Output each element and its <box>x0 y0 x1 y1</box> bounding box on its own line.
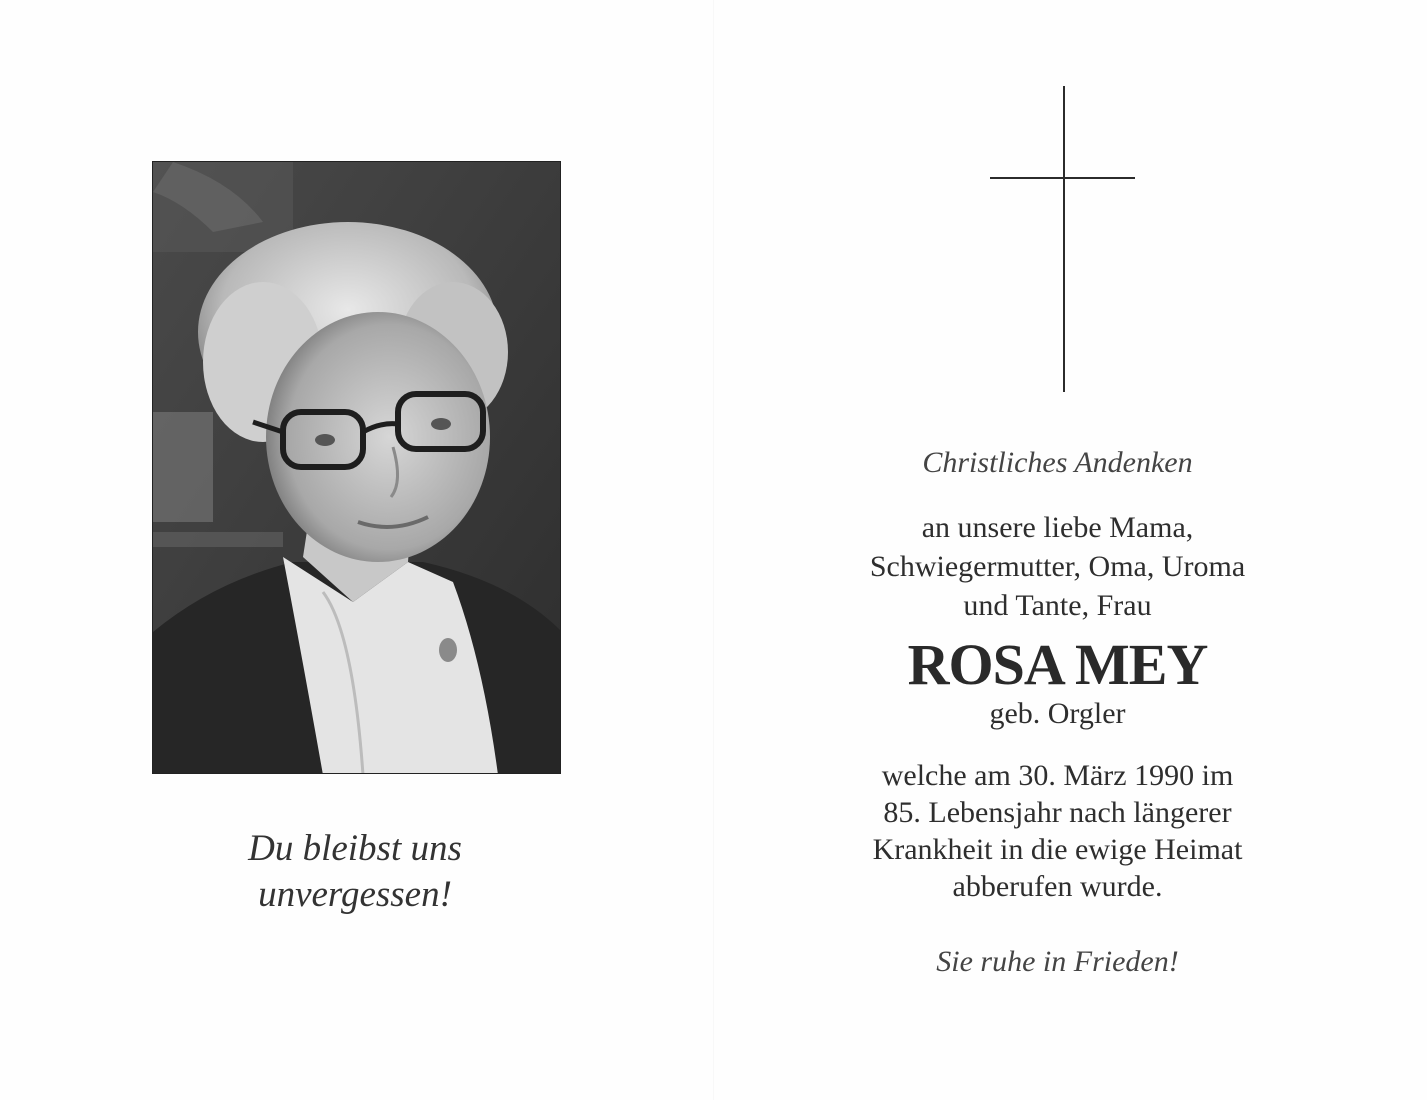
notice-line-2: 85. Lebensjahr nach längerer <box>883 796 1232 829</box>
death-notice-text <box>790 757 1325 905</box>
portrait-photo <box>152 161 561 774</box>
intro-line-1: an unsere liebe Mama, <box>921 511 1194 544</box>
card-heading: Christliches Andenken <box>922 446 1193 479</box>
dedication-text <box>790 508 1325 625</box>
deceased-name: ROSA MEY <box>907 632 1208 697</box>
cross-icon <box>990 86 1135 392</box>
notice-line-1: welche am 30. März 1990 im <box>881 759 1234 792</box>
notice-line-3: Krankheit in die ewige Heimat <box>872 833 1243 866</box>
fold-line <box>713 0 714 1100</box>
closing-blessing: Sie ruhe in Frieden! <box>936 945 1179 978</box>
birth-name: geb. Orgler <box>989 697 1126 730</box>
motto-line-1: Du bleibst uns <box>248 828 462 869</box>
intro-line-3: und Tante, Frau <box>963 589 1152 622</box>
memorial-motto <box>150 826 560 918</box>
notice-line-4: abberufen wurde. <box>952 870 1163 903</box>
intro-line-2: Schwiegermutter, Oma, Uroma <box>869 550 1246 583</box>
motto-line-2: unvergessen! <box>258 874 452 915</box>
